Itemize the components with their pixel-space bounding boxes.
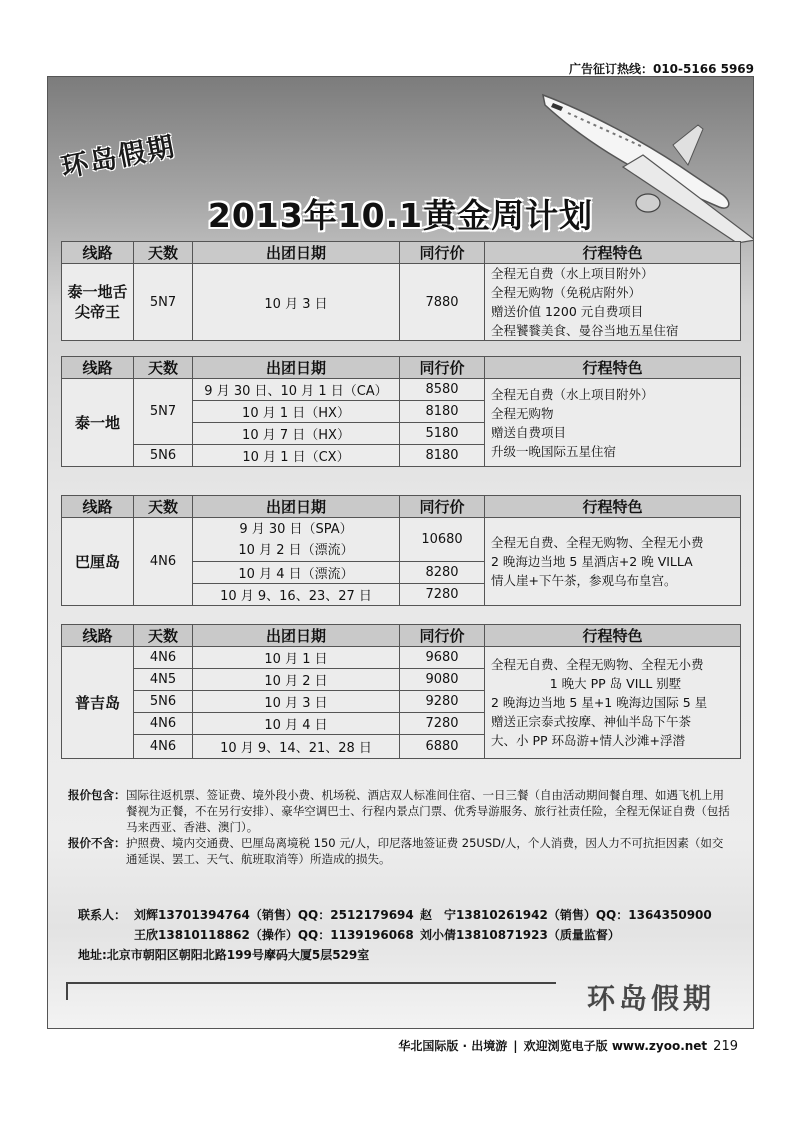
features-cell: 全程无自费、全程无购物、全程无小费 2 晚海边当地 5 星酒店+2 晚 VILLA 情人崖+下午茶，参观乌布皇宫。 [485, 518, 741, 606]
days-cell: 5N6 [134, 445, 193, 467]
price-cell: 9080 [400, 669, 485, 691]
header-date: 出团日期 [193, 496, 400, 518]
page-footer [398, 1037, 738, 1054]
price-cell: 8280 [400, 562, 485, 584]
contact-liu-xiaoqian: 刘小倩13810871923（质量监督） [420, 928, 620, 942]
date-cell: 10 月 1 日（CX） [193, 445, 400, 467]
date-cell: 10 月 9、16、23、27 日 [193, 584, 400, 606]
contact-liu-hui: 刘辉13701394764（销售）QQ：2512179694 [134, 908, 414, 922]
route-table-3 [61, 495, 741, 606]
days-cell: 4N5 [134, 669, 193, 691]
website-text: 欢迎浏览电子版 www.zyoo.net [523, 1039, 708, 1053]
price-cell: 9680 [400, 647, 485, 669]
date-cell: 10 月 4 日（漂流） [193, 562, 400, 584]
table-header-row [62, 625, 741, 647]
exclude-label: 报价不含： [68, 836, 126, 850]
header-date: 出团日期 [193, 625, 400, 647]
header-route: 线路 [62, 496, 134, 518]
table-header-row [62, 357, 741, 379]
contact-zhao-ning: 赵 宁13810261942（销售）QQ：1364350900 [420, 908, 712, 922]
header-features: 行程特色 [485, 357, 741, 379]
days-cell: 4N6 [134, 518, 193, 606]
date-cell: 10 月 3 日 [193, 264, 400, 341]
header-days: 天数 [134, 242, 193, 264]
date-cell: 10 月 9、14、21、28 日 [193, 735, 400, 759]
date-cell: 10 月 2 日 [193, 669, 400, 691]
header-days: 天数 [134, 625, 193, 647]
price-include [68, 787, 733, 835]
days-cell: 4N6 [134, 713, 193, 735]
page-title: 2013年10.1黄金周计划 [207, 196, 594, 235]
header-date: 出团日期 [193, 357, 400, 379]
features-cell: 全程无自费（水上项目附外） 全程无购物（免税店附外） 赠送价值 1200 元自费项目 全程饕餮美食、曼谷当地五星住宿 [485, 264, 741, 341]
table-header-row [62, 242, 741, 264]
include-label: 报价包含： [68, 788, 126, 802]
days-cell: 4N6 [134, 647, 193, 669]
brand-watermark: 环岛假期 [586, 982, 715, 1015]
days-cell: 5N7 [134, 264, 193, 341]
contact-wang-xin: 王欣13810118862（操作）QQ：1139196068 [134, 928, 414, 942]
price-cell: 10680 [400, 518, 485, 562]
date-cell: 10 月 3 日 [193, 691, 400, 713]
route-table-4 [61, 624, 741, 759]
include-text: 国际往返机票、签证费、境外段小费、机场税、酒店双人标准间住宿、一日三餐（自由活动期间餐自理、如遇飞机上用餐视为正餐，不在另行安排）、豪华空调巴士、行程内景点门票、优秀导游服务、旅行社责任险，全程无保证自费（包括马来西亚、香港、澳门）。 [126, 788, 730, 834]
price-cell: 7280 [400, 584, 485, 606]
price-notes [68, 787, 733, 867]
header-features: 行程特色 [485, 496, 741, 518]
header-features: 行程特色 [485, 625, 741, 647]
header-days: 天数 [134, 496, 193, 518]
date-cell: 9 月 30 日（SPA） 10 月 2 日（漂流） [193, 518, 400, 562]
header-price: 同行价 [400, 625, 485, 647]
header-route: 线路 [62, 242, 134, 264]
price-cell: 6880 [400, 735, 485, 759]
address: 地址:北京市朝阳区朝阳北路199号摩码大厦5层529室 [78, 948, 370, 962]
table-row [62, 647, 741, 669]
header-price: 同行价 [400, 496, 485, 518]
days-cell: 5N7 [134, 379, 193, 445]
header-price: 同行价 [400, 357, 485, 379]
price-cell: 9280 [400, 691, 485, 713]
header-route: 线路 [62, 625, 134, 647]
price-cell: 5180 [400, 423, 485, 445]
header-features: 行程特色 [485, 242, 741, 264]
date-cell: 10 月 4 日 [193, 713, 400, 735]
price-cell: 7280 [400, 713, 485, 735]
page-number: 219 [713, 1039, 738, 1054]
days-cell: 4N6 [134, 735, 193, 759]
features-cell: 全程无自费、全程无购物、全程无小费 1 晚大 PP 岛 VILL 别墅 2 晚海边当地 5 星+1 晚海边国际 5 星 赠送正宗泰式按摩、神仙半岛下午茶 大、小 PP 环岛游+情人沙滩+浮潜 [485, 647, 741, 759]
header-days: 天数 [134, 357, 193, 379]
date-cell: 10 月 7 日（HX） [193, 423, 400, 445]
magazine-name: 华北国际版 · 出境游 [398, 1039, 508, 1053]
header-date: 出团日期 [193, 242, 400, 264]
contact-label: 联系人： [78, 908, 127, 922]
decorative-frame [66, 982, 556, 1000]
brand-logo: 环岛假期 [58, 131, 179, 184]
features-cell: 全程无自费（水上项目附外） 全程无购物 赠送自费项目 升级一晚国际五星住宿 [485, 379, 741, 467]
price-cell: 8180 [400, 401, 485, 423]
table-row [62, 379, 741, 401]
price-exclude [68, 835, 733, 867]
date-cell: 10 月 1 日 [193, 647, 400, 669]
price-cell: 8580 [400, 379, 485, 401]
exclude-text: 护照费、境内交通费、巴厘岛离境税 150 元/人，印尼落地签证费 25USD/人，个人消费，因人力不可抗拒因素（如交通延误、罢工、天气、航班取消等）所造成的损失。 [126, 836, 724, 866]
table-row [62, 518, 741, 562]
date-cell: 10 月 1 日（HX） [193, 401, 400, 423]
days-cell: 5N6 [134, 691, 193, 713]
route-name: 普吉岛 [62, 647, 134, 759]
route-name: 泰一地舌尖帝王 [62, 264, 134, 341]
price-cell: 7880 [400, 264, 485, 341]
footer-divider: | [513, 1039, 518, 1053]
table-header-row [62, 496, 741, 518]
date-cell: 9 月 30 日、10 月 1 日（CA） [193, 379, 400, 401]
header-price: 同行价 [400, 242, 485, 264]
ad-hotline: 广告征订热线：010-5166 5969 [568, 62, 754, 76]
route-name: 巴厘岛 [62, 518, 134, 606]
header-route: 线路 [62, 357, 134, 379]
table-row [62, 264, 741, 341]
route-name: 泰一地 [62, 379, 134, 467]
travel-ad-panel [47, 76, 754, 1029]
route-table-1 [61, 241, 741, 341]
route-table-2 [61, 356, 741, 467]
price-cell: 8180 [400, 445, 485, 467]
